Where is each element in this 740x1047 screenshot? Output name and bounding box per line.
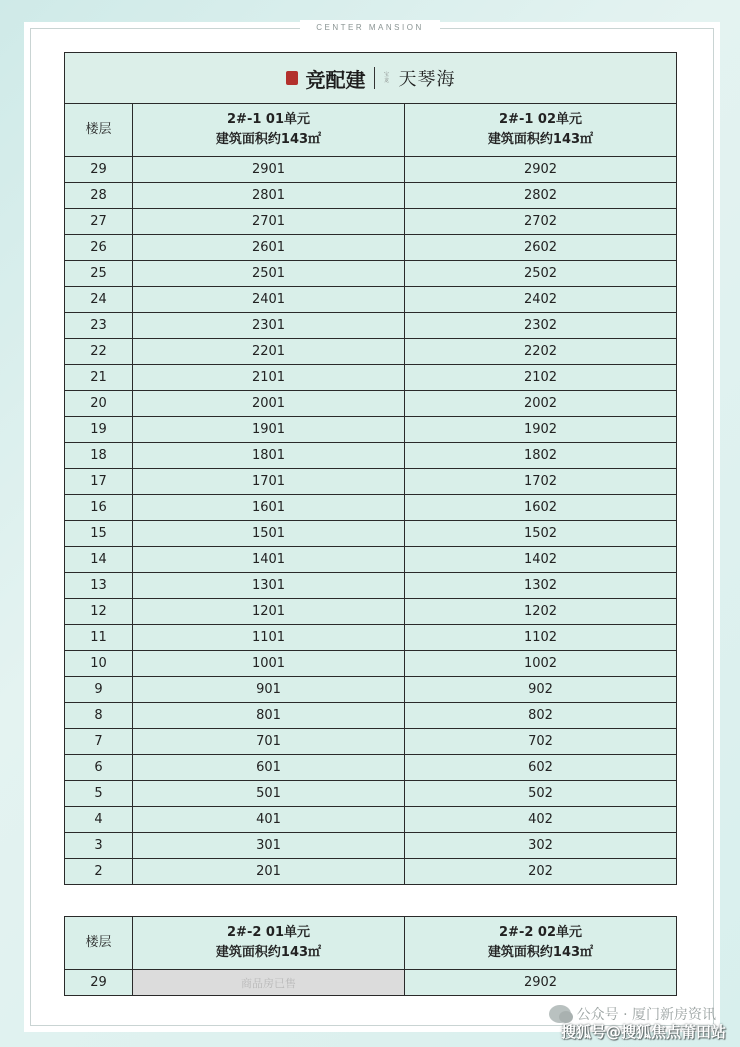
- table-row: [65, 547, 677, 573]
- unit2-cell: 602: [405, 755, 677, 781]
- floor-cell: 7: [65, 729, 133, 755]
- unit1-cell: 1101: [133, 625, 405, 651]
- unit2-cell: 402: [405, 807, 677, 833]
- unit2-cell: 1002: [405, 651, 677, 677]
- floor-cell: 17: [65, 469, 133, 495]
- unit2-cell: 1302: [405, 573, 677, 599]
- unit2-cell: 2102: [405, 365, 677, 391]
- unit1-cell: 2401: [133, 287, 405, 313]
- floor-cell: 26: [65, 235, 133, 261]
- unit1-cell: 商品房已售: [133, 970, 405, 996]
- floor-cell: 3: [65, 833, 133, 859]
- floor-cell: 27: [65, 209, 133, 235]
- table-row: [65, 729, 677, 755]
- table-body: [65, 157, 677, 885]
- floor-cell: 6: [65, 755, 133, 781]
- unit2-cell: 2902: [405, 157, 677, 183]
- unit2-cell: 2502: [405, 261, 677, 287]
- unit2-cell: 2702: [405, 209, 677, 235]
- unit2-cell: 1602: [405, 495, 677, 521]
- header-row: [65, 104, 677, 157]
- floor-cell: 29: [65, 970, 133, 996]
- unit1-cell: 2701: [133, 209, 405, 235]
- unit2-cell: 2002: [405, 391, 677, 417]
- table-row: [65, 339, 677, 365]
- unit1-cell: 2601: [133, 235, 405, 261]
- unit2-cell: 2802: [405, 183, 677, 209]
- unit2-cell: 502: [405, 781, 677, 807]
- unit1-cell: 2101: [133, 365, 405, 391]
- floor-cell: 25: [65, 261, 133, 287]
- unit1-area: 建筑面积约143㎡: [215, 945, 322, 960]
- unit2-cell: 702: [405, 729, 677, 755]
- unit2-cell: 302: [405, 833, 677, 859]
- unit2-cell: 1402: [405, 547, 677, 573]
- unit2-cell: 2902: [405, 970, 677, 996]
- unit2-name: 2#-1 02单元: [499, 112, 582, 127]
- floor-cell: 12: [65, 599, 133, 625]
- unit1-cell: 601: [133, 755, 405, 781]
- watermark-text: 公众号 · 厦门新房资讯: [576, 1007, 716, 1023]
- floor-cell: 18: [65, 443, 133, 469]
- unit1-cell: 1401: [133, 547, 405, 573]
- unit2-area: 建筑面积约143㎡: [487, 132, 594, 147]
- unit1-cell: 1501: [133, 521, 405, 547]
- logo-row: [65, 53, 677, 104]
- table-row: [65, 261, 677, 287]
- table-row: [65, 157, 677, 183]
- table-row: [65, 235, 677, 261]
- unit2-cell: 1102: [405, 625, 677, 651]
- unit1-cell: 2501: [133, 261, 405, 287]
- table-row: [65, 287, 677, 313]
- floor-cell: 20: [65, 391, 133, 417]
- unit1-cell: 1301: [133, 573, 405, 599]
- floor-cell: 16: [65, 495, 133, 521]
- unit1-cell: 1701: [133, 469, 405, 495]
- floor-header: 楼层: [65, 917, 133, 970]
- floor-cell: 8: [65, 703, 133, 729]
- project-logo: [65, 64, 676, 93]
- table-row: [65, 365, 677, 391]
- unit1-cell: 501: [133, 781, 405, 807]
- table-row: [65, 313, 677, 339]
- unit2-cell: 1502: [405, 521, 677, 547]
- unit2-area: 建筑面积约143㎡: [487, 945, 594, 960]
- floor-cell: 5: [65, 781, 133, 807]
- table-row: [65, 677, 677, 703]
- table-row: [65, 443, 677, 469]
- table-row: [65, 755, 677, 781]
- floor-cell: 10: [65, 651, 133, 677]
- floor-header: 楼层: [65, 104, 133, 157]
- table-row: [65, 781, 677, 807]
- table-row: [65, 651, 677, 677]
- unit2-cell: 1202: [405, 599, 677, 625]
- table-row: [65, 833, 677, 859]
- unit1-cell: 2901: [133, 157, 405, 183]
- floor-cell: 21: [65, 365, 133, 391]
- unit1-header: [133, 104, 405, 157]
- unit2-cell: 1902: [405, 417, 677, 443]
- floor-cell: 28: [65, 183, 133, 209]
- unit1-cell: 2301: [133, 313, 405, 339]
- unit-table-building-2-2: [64, 916, 677, 996]
- unit1-cell: 2201: [133, 339, 405, 365]
- sohu-watermark: 搜狐号@搜狐焦点莆田站: [560, 1023, 726, 1041]
- unit1-cell: 1801: [133, 443, 405, 469]
- unit1-cell: 201: [133, 859, 405, 885]
- floor-cell: 15: [65, 521, 133, 547]
- unit2-name: 2#-2 02单元: [499, 925, 582, 940]
- unit2-cell: 1702: [405, 469, 677, 495]
- unit2-cell: 2302: [405, 313, 677, 339]
- brand-header: CENTER MANSION: [316, 23, 424, 32]
- logo-sub-text: 天琴海: [398, 69, 456, 90]
- table-row: [65, 703, 677, 729]
- table-row: [65, 970, 677, 996]
- floor-cell: 19: [65, 417, 133, 443]
- unit2-cell: 2402: [405, 287, 677, 313]
- unit2-cell: 2602: [405, 235, 677, 261]
- floor-cell: 13: [65, 573, 133, 599]
- unit1-cell: 2001: [133, 391, 405, 417]
- floor-cell: 4: [65, 807, 133, 833]
- floor-cell: 9: [65, 677, 133, 703]
- header-row: [65, 917, 677, 970]
- logo-divider: [374, 67, 375, 89]
- table-row: [65, 599, 677, 625]
- unit1-cell: 301: [133, 833, 405, 859]
- logo-main-text: 竞配建: [305, 67, 366, 92]
- unit2-cell: 2202: [405, 339, 677, 365]
- logo-tag: 宝龙: [383, 72, 389, 84]
- table-row: [65, 521, 677, 547]
- floor-cell: 11: [65, 625, 133, 651]
- table-row: [65, 807, 677, 833]
- unit2-cell: 1802: [405, 443, 677, 469]
- floor-cell: 29: [65, 157, 133, 183]
- unit1-name: 2#-2 01单元: [227, 925, 310, 940]
- table-row: [65, 209, 677, 235]
- unit2-cell: 802: [405, 703, 677, 729]
- unit1-cell: 801: [133, 703, 405, 729]
- unit1-header: [133, 917, 405, 970]
- unit-table-building-2-1: [64, 52, 677, 885]
- floor-cell: 22: [65, 339, 133, 365]
- table-row: [65, 495, 677, 521]
- unit1-cell: 901: [133, 677, 405, 703]
- table-row: [65, 859, 677, 885]
- table-row: [65, 573, 677, 599]
- unit2-header: [405, 917, 677, 970]
- table-body: [65, 970, 677, 996]
- table-row: [65, 625, 677, 651]
- unit1-cell: 1901: [133, 417, 405, 443]
- unit1-cell: 701: [133, 729, 405, 755]
- seal-icon: [286, 71, 298, 85]
- unit1-area: 建筑面积约143㎡: [215, 132, 322, 147]
- table-row: [65, 183, 677, 209]
- table-row: [65, 469, 677, 495]
- unit1-cell: 2801: [133, 183, 405, 209]
- unit2-cell: 902: [405, 677, 677, 703]
- floor-cell: 24: [65, 287, 133, 313]
- floor-cell: 2: [65, 859, 133, 885]
- unit1-cell: 1601: [133, 495, 405, 521]
- unit1-name: 2#-1 01单元: [227, 112, 310, 127]
- unit1-cell: 1001: [133, 651, 405, 677]
- unit2-cell: 202: [405, 859, 677, 885]
- floor-cell: 23: [65, 313, 133, 339]
- floor-cell: 14: [65, 547, 133, 573]
- unit1-cell: 1201: [133, 599, 405, 625]
- table-row: [65, 417, 677, 443]
- unit1-cell: 401: [133, 807, 405, 833]
- table-row: [65, 391, 677, 417]
- unit2-header: [405, 104, 677, 157]
